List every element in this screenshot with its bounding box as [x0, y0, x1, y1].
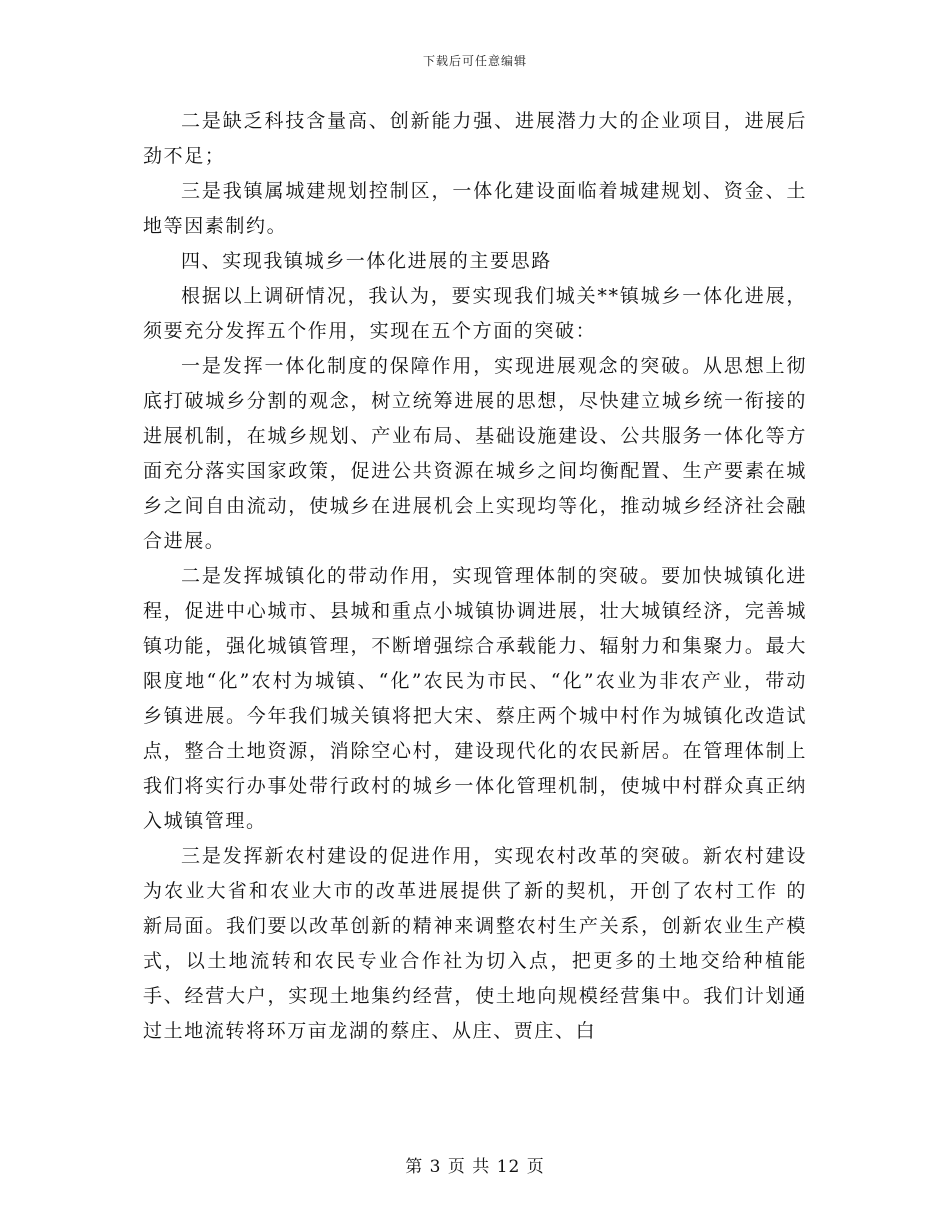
paragraph-role-one: 一是发挥一体化制度的保障作用，实现进展观念的突破。从思想上彻底打破城乡分割的观念，树立统筹进展的思想，尽快建立城乡统一衔接的进展机制，在城乡规划、产业布局、基础设施建设、公共服务一体化等方面充分落实国家政策，促进公共资源在城乡之间均衡配置、生产要素在城乡之间自由流动，使城乡在进展机会上实现均等化，推动城乡经济社会融合进展。 — [143, 355, 807, 552]
document-body — [143, 104, 807, 1049]
section-heading-main-ideas: 四、实现我镇城乡一体化进展的主要思路 — [181, 250, 552, 272]
paragraph-intro-five-roles: 根据以上调研情况，我认为，要实现我们城关**镇城乡一体化进展，须要充分发挥五个作用，实现在五个方面的突破： — [143, 285, 807, 342]
paragraph-role-two: 二是发挥城镇化的带动作用，实现管理体制的突破。要加快城镇化进程，促进中心城市、县城和重点小城镇协调进展，壮大城镇经济，完善城镇功能，强化城镇管理，不断增强综合承载能力、辐射力和集聚力。最大限度地“化”农村为城镇、“化”农民为市民、“化”农业为非农产业，带动乡镇进展。今年我们城关镇将把大宋、蔡庄两个城中村作为城镇化改造试点，整合土地资源，消除空心村，建设现代化的农民新居。在管理体制上我们将实行办事处带行政村的城乡一体化管理机制，使城中村群众真正纳入城镇管理。 — [143, 565, 807, 832]
page-number-footer: 第 3 页 共 12 页 — [405, 1157, 545, 1177]
paragraph-role-three: 三是发挥新农村建设的促进作用，实现农村改革的突破。新农村建设为农业大省和农业大市的改革进展提供了新的契机，开创了农村工作 的新局面。我们要以改革创新的精神来调整农村生产关系，创新农业生产模式，以土地流转和农民专业合作社为切入点，把更多的土地交给种植能手、经营大户，实现土地集约经营，使土地向规模经营集中。我们计划通过土地流转将环万亩龙湖的蔡庄、从庄、贾庄、白 — [143, 845, 807, 1042]
paragraph-planning-constraints: 三是我镇属城建规划控制区，一体化建设面临着城建规划、资金、土地等因素制约。 — [143, 180, 807, 237]
page-header: 下载后可任意编辑 — [422, 54, 527, 68]
paragraph-lack-of-projects: 二是缺乏科技含量高、创新能力强、进展潜力大的企业项目，进展后劲不足； — [143, 110, 807, 167]
